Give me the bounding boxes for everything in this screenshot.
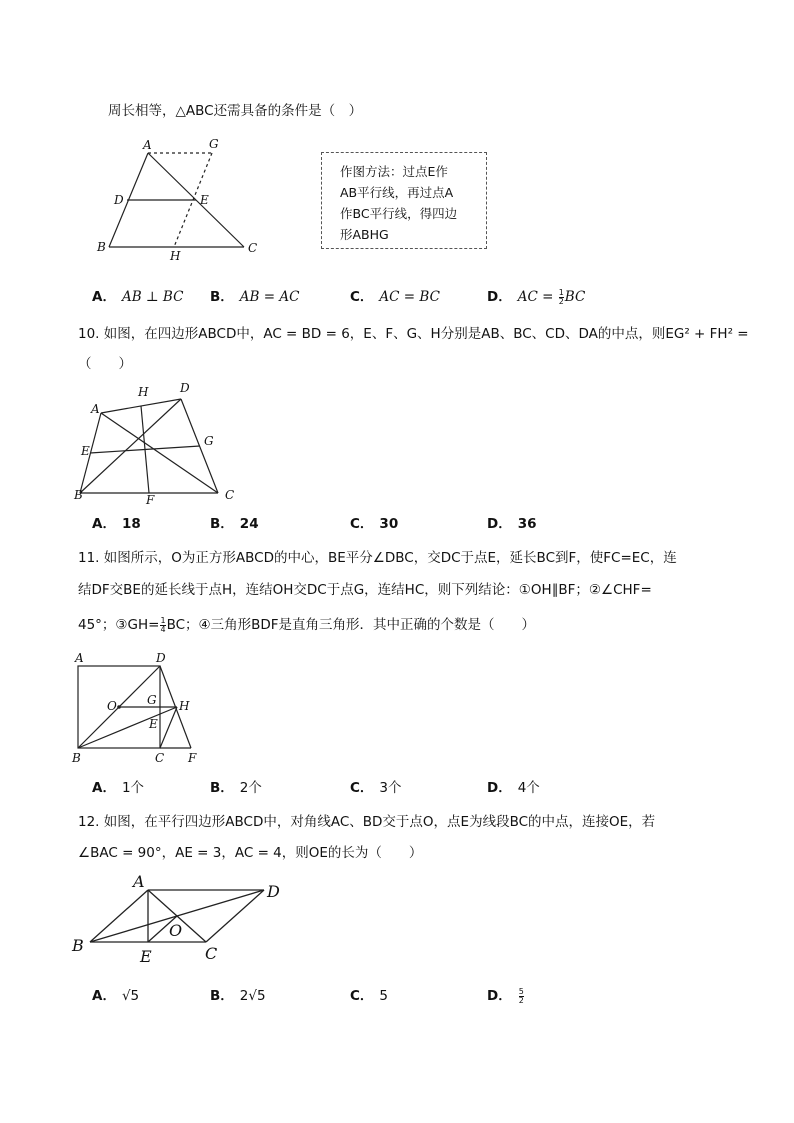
q12-label-c: C [205,944,218,963]
q10-label-c: C [225,488,235,502]
q12-option-d-fraction: $\frac{5}{2}$ [518,986,524,1005]
q12-label-b: B [72,936,84,955]
q10-label-a: A [91,402,100,416]
q10-label-g: G [204,434,214,448]
q12-figure [66,870,290,970]
q10-option-d[interactable]: D． 36 [487,516,537,532]
q10-option-b[interactable]: B． 24 [210,516,259,532]
q12-label-d: D [267,882,280,901]
q11-fraction: $\frac{1}{4}$ [160,615,166,634]
q9-note-line-3: 作BC平行线，得四边 [340,206,458,221]
q9-label-h: H [170,249,181,263]
q10-stem-line-1: 10. 如图，在四边形ABCD中，AC = BD = 6，E、F、G、H分别是AB、BC、CD、DA的中点，则EG² + FH² = [78,326,749,342]
q12-stem-line-2: ∠BAC = 90°，AE = 3，AC = 4，则OE的长为（ ） [78,845,423,861]
q11-label-g: G [147,693,157,707]
q9-figure [92,134,272,262]
q9-note-line-2: AB平行线，再过点A [340,185,454,200]
q9-option-d-fraction: $\frac{1}{2}$ [558,287,564,306]
q9-label-a: A [143,138,152,152]
q11-label-c: C [155,751,165,765]
q10-label-b: B [74,488,83,502]
q10-figure [74,380,246,507]
q10-option-a[interactable]: A． 18 [92,516,141,532]
q9-construction-note [321,152,487,249]
q9-label-g: G [209,137,219,151]
q9-stem-tail: 周长相等，△ABC还需具备的条件是（ ） [108,103,363,119]
q9-option-b[interactable]: B． AB = AC [210,289,300,305]
q10-stem-line-2: （ ） [78,356,132,372]
q10-label-e: E [81,444,90,458]
q11-label-d: D [156,651,166,665]
q11-stem-line-3: 45°；③GH= $\frac{1}{4}$ BC；④三角形BDF是直角三角形．其中正确的个数是（ ） [78,615,536,634]
q11-stem-line-1: 11. 如图所示，O为正方形ABCD的中心，BE平分∠DBC，交DC于点E，延长BC到F，使FC=EC，连 [78,550,677,566]
q9-option-d[interactable]: D． AC = $\frac{1}{2}$ BC [487,287,586,306]
q9-option-c[interactable]: C． AC = BC [350,289,440,305]
q12-label-e: E [140,947,152,966]
q10-label-f: F [146,493,155,507]
q11-option-a[interactable]: A． 1个 [92,780,145,796]
q11-label-b: B [72,751,81,765]
q9-label-c: C [248,241,258,255]
q9-note-line-1: 作图方法：过点E作 [340,164,448,179]
q9-option-a[interactable]: A． AB ⊥ BC [92,289,184,305]
q12-option-a[interactable]: A． √5 [92,988,140,1004]
q10-label-h: H [138,385,149,399]
q12-option-b[interactable]: B． 2√5 [210,988,266,1004]
q9-label-d: D [114,193,124,207]
q11-stem-line-2: 结DF交BE的延长线于点H，连结OH交DC于点G，连结HC，则下列结论：①OH∥BF；②∠CHF= [78,582,652,598]
q9-note-line-4: 形ABHG [340,227,389,242]
q11-label-o: O [107,699,117,713]
q10-label-d: D [180,381,190,395]
q11-center-point-o [117,705,121,709]
q11-option-d[interactable]: D． 4个 [487,780,540,796]
q11-label-e: E [149,717,158,731]
q12-label-a: A [133,872,145,891]
q10-option-c[interactable]: C． 30 [350,516,399,532]
q11-option-b[interactable]: B． 2个 [210,780,262,796]
q9-label-e: E [200,193,209,207]
q12-stem-line-1: 12. 如图，在平行四边形ABCD中，对角线AC、BD交于点O，点E为线段BC的中点，连接OE，若 [78,814,656,830]
q11-figure [70,650,200,768]
q12-option-d[interactable]: D． $\frac{5}{2}$ [487,986,524,1005]
q12-option-c[interactable]: C． 5 [350,988,389,1004]
q12-segment-ab [90,890,148,942]
q9-label-b: B [97,240,106,254]
q11-label-h: H [179,699,190,713]
q10-diagonal-ac [101,413,218,493]
q11-option-c[interactable]: C． 3个 [350,780,402,796]
q11-label-a: A [75,651,84,665]
q12-segment-cd [206,890,264,942]
q12-label-o: O [169,921,183,940]
q11-label-f: F [188,751,197,765]
